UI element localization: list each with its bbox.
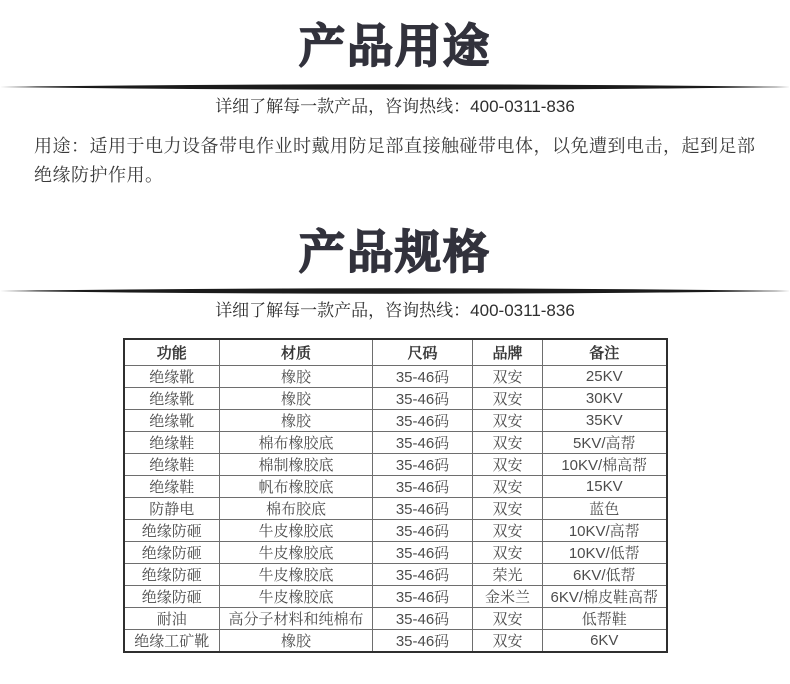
table-cell: 35-46码 <box>373 541 473 563</box>
table-row <box>124 365 667 387</box>
table-row <box>124 519 667 541</box>
table-row <box>124 497 667 519</box>
table-cell: 绝缘鞋 <box>124 475 220 497</box>
table-row <box>124 453 667 475</box>
table-cell: 双安 <box>473 475 543 497</box>
table-cell: 双安 <box>473 607 543 629</box>
table-cell: 绝缘防砸 <box>124 541 220 563</box>
table-cell: 25KV <box>543 365 667 387</box>
table-cell: 蓝色 <box>543 497 667 519</box>
table-cell: 橡胶 <box>220 365 373 387</box>
table-row <box>124 541 667 563</box>
table-cell: 绝缘鞋 <box>124 431 220 453</box>
table-cell: 金米兰 <box>473 585 543 607</box>
table-row <box>124 475 667 497</box>
table-cell: 绝缘工矿靴 <box>124 629 220 652</box>
table-cell: 35-46码 <box>373 563 473 585</box>
table-row <box>124 431 667 453</box>
table-cell: 10KV/高帮 <box>543 519 667 541</box>
table-cell: 绝缘防砸 <box>124 585 220 607</box>
usage-description: 用途：适用于电力设备带电作业时戴用防足部直接触碰带电体，以免遭到电击，起到足部绝缘防护作用。 <box>34 136 756 185</box>
divider-line <box>0 84 790 90</box>
table-cell: 棉布胶底 <box>220 497 373 519</box>
table-cell: 牛皮橡胶底 <box>220 541 373 563</box>
table-cell: 35-46码 <box>373 475 473 497</box>
table-cell: 牛皮橡胶底 <box>220 519 373 541</box>
table-cell: 35-46码 <box>373 431 473 453</box>
table-cell: 橡胶 <box>220 629 373 652</box>
table-cell: 绝缘鞋 <box>124 453 220 475</box>
table-cell: 35-46码 <box>373 607 473 629</box>
table-cell: 35-46码 <box>373 519 473 541</box>
table-row <box>124 629 667 652</box>
table-cell: 橡胶 <box>220 409 373 431</box>
hotline-subtitle: 详细了解每一款产品，咨询热线：400-0311-836 <box>215 301 575 320</box>
table-cell: 双安 <box>473 387 543 409</box>
table-cell: 橡胶 <box>220 387 373 409</box>
table-cell: 35-46码 <box>373 497 473 519</box>
divider-line <box>0 288 790 294</box>
table-cell: 双安 <box>473 431 543 453</box>
table-cell: 15KV <box>543 475 667 497</box>
table-cell: 6KV/低帮 <box>543 563 667 585</box>
divider-line-shape <box>0 288 790 294</box>
table-row <box>124 585 667 607</box>
table-header-cell: 功能 <box>124 339 220 365</box>
table-header-cell: 材质 <box>220 339 373 365</box>
table-cell: 35-46码 <box>373 365 473 387</box>
usage-section <box>0 20 790 190</box>
table-cell: 绝缘防砸 <box>124 563 220 585</box>
hotline-subtitle: 详细了解每一款产品，咨询热线：400-0311-836 <box>215 97 575 116</box>
section-title-spec: 产品规格 <box>299 226 491 278</box>
table-header-cell: 尺码 <box>373 339 473 365</box>
table-cell: 棉布橡胶底 <box>220 431 373 453</box>
table-cell: 10KV/棉高帮 <box>543 453 667 475</box>
table-cell: 低帮鞋 <box>543 607 667 629</box>
table-cell: 双安 <box>473 519 543 541</box>
table-header-row <box>124 339 667 365</box>
table-cell: 棉制橡胶底 <box>220 453 373 475</box>
table-cell: 35-46码 <box>373 629 473 652</box>
table-cell: 防静电 <box>124 497 220 519</box>
table-cell: 绝缘靴 <box>124 387 220 409</box>
table-cell: 绝缘防砸 <box>124 519 220 541</box>
table-cell: 35-46码 <box>373 453 473 475</box>
table-row <box>124 409 667 431</box>
table-cell: 35-46码 <box>373 585 473 607</box>
table-cell: 绝缘靴 <box>124 365 220 387</box>
table-cell: 双安 <box>473 453 543 475</box>
table-header-cell: 品牌 <box>473 339 543 365</box>
table-cell: 6KV/棉皮鞋高帮 <box>543 585 667 607</box>
table-cell: 绝缘靴 <box>124 409 220 431</box>
table-cell: 双安 <box>473 497 543 519</box>
spec-table-body <box>124 365 667 652</box>
table-cell: 双安 <box>473 409 543 431</box>
divider-line-shape <box>0 84 790 90</box>
table-cell: 双安 <box>473 629 543 652</box>
table-cell: 6KV <box>543 629 667 652</box>
table-cell: 耐油 <box>124 607 220 629</box>
table-cell: 35-46码 <box>373 387 473 409</box>
table-cell: 30KV <box>543 387 667 409</box>
table-row <box>124 563 667 585</box>
table-cell: 帆布橡胶底 <box>220 475 373 497</box>
table-header-cell: 备注 <box>543 339 667 365</box>
spec-table <box>123 338 668 653</box>
table-cell: 35KV <box>543 409 667 431</box>
table-cell: 牛皮橡胶底 <box>220 563 373 585</box>
table-cell: 10KV/低帮 <box>543 541 667 563</box>
table-cell: 荣光 <box>473 563 543 585</box>
table-row <box>124 387 667 409</box>
table-cell: 高分子材料和纯棉布 <box>220 607 373 629</box>
table-cell: 35-46码 <box>373 409 473 431</box>
section-title-usage: 产品用途 <box>299 20 491 72</box>
table-cell: 5KV/高帮 <box>543 431 667 453</box>
table-row <box>124 607 667 629</box>
table-cell: 双安 <box>473 541 543 563</box>
table-cell: 牛皮橡胶底 <box>220 585 373 607</box>
table-cell: 双安 <box>473 365 543 387</box>
spec-section <box>0 226 790 653</box>
